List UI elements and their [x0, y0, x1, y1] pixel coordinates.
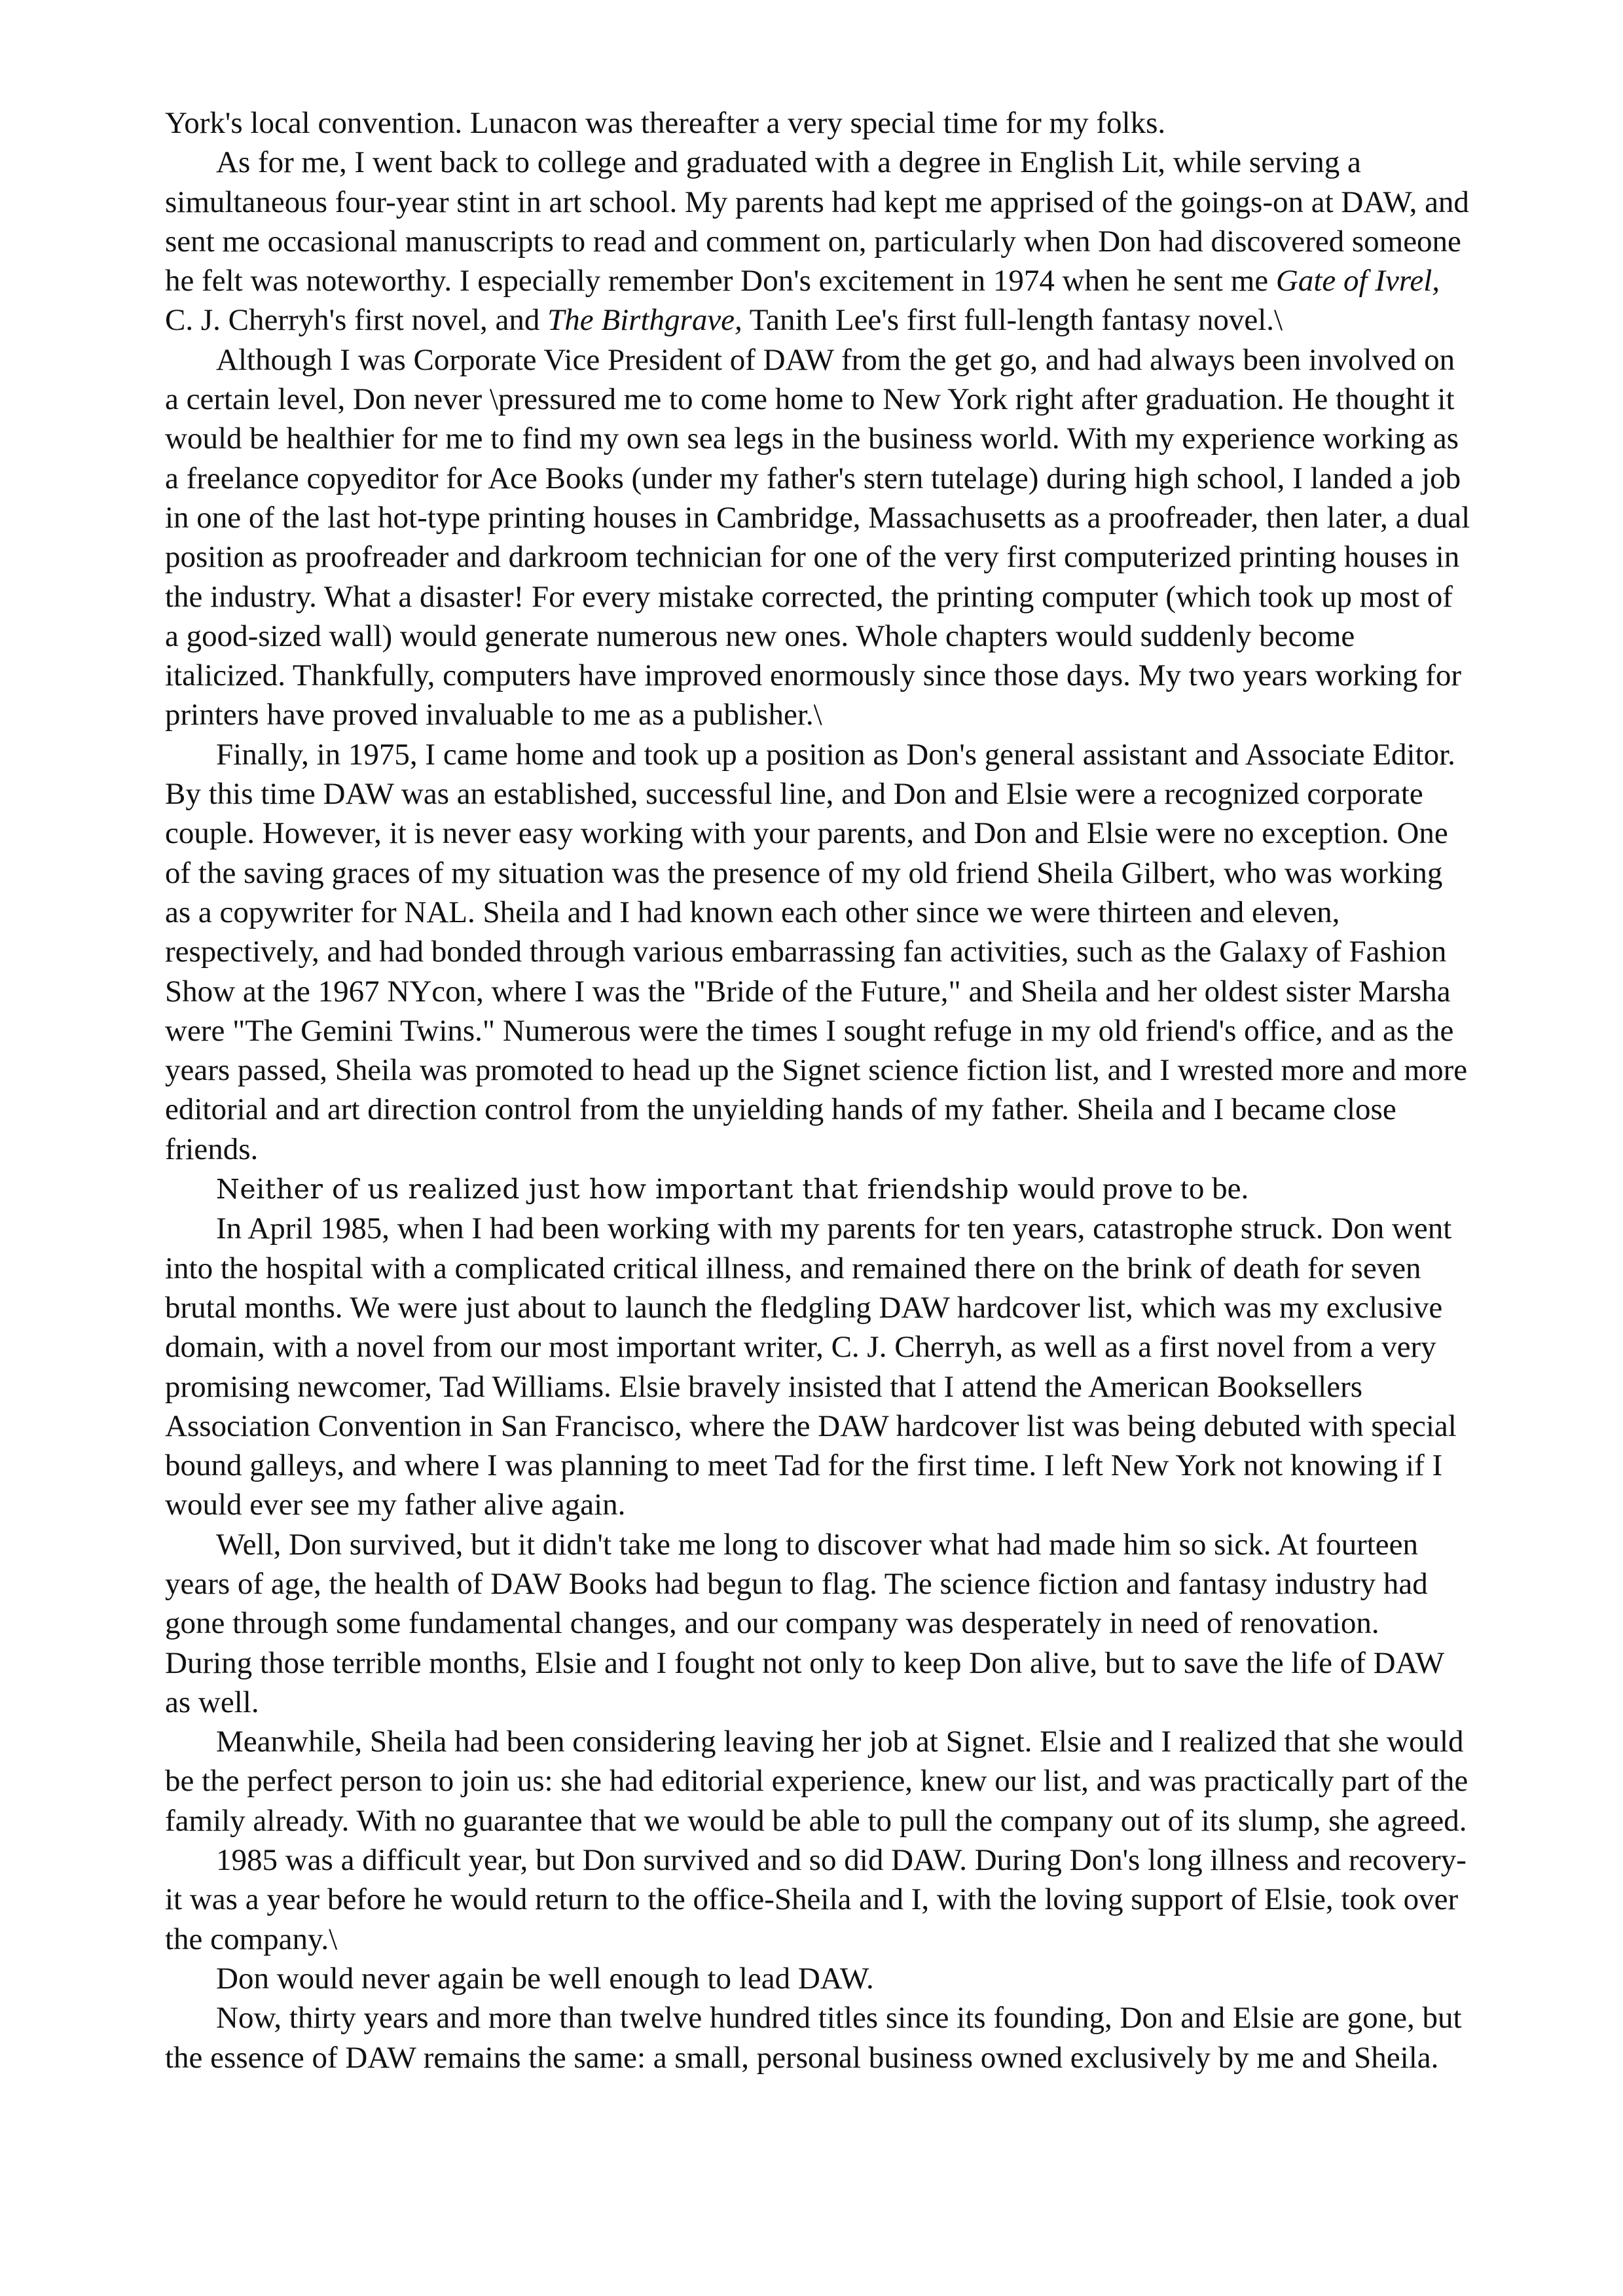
book-title-the-birthgrave: The Birthgrave,	[547, 303, 742, 338]
paragraph-associate-editor	[165, 735, 1471, 1169]
book-title-gate-of-ivrel: Gate of Ivrel,	[1275, 264, 1440, 298]
paragraph-college	[165, 143, 1471, 340]
text-segment: Although I was Corporate Vice President of DAW from the get go, and had always been involved on a certain level, Don never \pressured me to come home to New York right after graduation. He thought it would be healthier for me to find my own sea legs in the business world. With my experience working as a freelance copyeditor for Ace Books (under my father's stern tutelage) during high school, I landed a job in one of the last hot-type printing houses in Cambridge, Massachusetts as a proofreader, then later, a dual position as proofreader and darkroom technician for one of the very first computerized printing houses in the industry. What a disaster! For every mistake corrected, the printing computer (which took up most of a good-sized wall) would generate numerous new ones. Whole chapters would suddenly become italicized. Thankfully, computers have improved enormously since those days. My two years working for printers have proved invaluable to me as a publisher.\	[165, 342, 1470, 732]
text-segment: Finally, in 1975, I came home and took up a position as Don's general assistant and Associate Editor. By this time DAW was an established, successful line, and Don and Elsie were a recognized corporate couple. However, it is never easy working with your parents, and Don and Elsie were no exception. One of the saving graces of my situation was the presence of my old friend Sheila Gilbert, who was working as a copywriter for NAL. Sheila and I had known each other since we were thirteen and eleven, respectively, and had bonded through various embarrassing fan activities, such as the Galaxy of Fashion Show at the 1967 NYcon, where I was the "Bride of the Future," and Sheila and her oldest sister Marsha were "The Gemini Twins." Numerous were the times I sought refuge in my old friend's office, and as the years passed, Sheila was promoted to head up the Signet science fiction list, and I wrested more and more editorial and art direction control from the unyielding hands of my father. Sheila and I became close friends.	[165, 737, 1468, 1166]
paragraph-survival	[165, 1525, 1471, 1722]
text-segment: In April 1985, when I had been working with my parents for ten years, catastrophe struck. Don went into the hospital with a complicated critical illness, and remained there on the brink of death for seven brutal months. We were just about to launch the fledgling DAW hardcover list, which was my exclusive domain, with a novel from our most important writer, C. J. Cherryh, as well as a first novel from a very promising newcomer, Tad Williams. Elsie bravely insisted that I attend the American Booksellers Association Convention in San Francisco, where the DAW hardcover list was being debuted with special bound galleys, and where I was planning to meet Tad for the first time. I left New York not knowing if I would ever see my father alive again.	[165, 1211, 1457, 1522]
text-segment: Tanith Lee's first full-length fantasy novel.\	[742, 303, 1283, 338]
text-segment: would prove to be.	[1017, 1172, 1249, 1206]
text-segment: Neither of us realized just how important that friendship	[216, 1174, 1018, 1206]
text-segment: York's local convention. Lunacon was thereafter a very special time for my folks.	[165, 106, 1166, 140]
paragraph-sheila-joins	[165, 1722, 1471, 1840]
text-segment: 1985 was a difficult year, but Don survived and so did DAW. During Don's long illness and recovery-it was a year before he would return to the office-Sheila and I, with the loving support of Elsie, took over the company.\	[165, 1843, 1467, 1956]
text-segment: Now, thirty years and more than twelve hundred titles since its founding, Don and Elsie are gone, but the essence of DAW remains the same: a small, personal business owned exclusively by me and Sheila.	[165, 2001, 1462, 2075]
paragraph-catastrophe	[165, 1209, 1471, 1524]
text-segment: C. J. Cherryh's first novel, and	[165, 303, 548, 338]
text-segment: Don would never again be well enough to lead DAW.	[216, 1961, 874, 1996]
paragraph-thirty-years	[165, 1998, 1471, 2077]
text-segment: As for me, I went back to college and graduated with a degree in English Lit, while serving a simultaneous four-year stint in art school. My parents had kept me apprised of the goings-on at DAW, and sent me occasional manuscripts to read and comment on, particularly when Don had discovered someone he felt was noteworthy. I especially remember Don's excitement in 1974 when he sent me	[165, 145, 1469, 298]
text-segment: Meanwhile, Sheila had been considering leaving her job at Signet. Elsie and I realized that she would be the perfect person to join us: she had editorial experience, knew our list, and was practically part of the family already. With no guarantee that we would be able to pull the company out of its slump, she agreed.	[165, 1725, 1468, 1838]
paragraph-printing-houses	[165, 340, 1471, 735]
paragraph-friendship	[165, 1169, 1471, 1209]
text-segment: Well, Don survived, but it didn't take me long to discover what had made him so sick. At fourteen years of age, the health of DAW Books had begun to flag. The science fiction and fantasy industry had gone through some fundamental changes, and our company was desperately in need of renovation. During those terrible months, Elsie and I fought not only to keep Don alive, but to save the life of DAW as well.	[165, 1527, 1444, 1719]
paragraph-takeover	[165, 1840, 1471, 1959]
paragraph-never-again	[165, 1959, 1471, 1998]
document-page	[165, 103, 1471, 2077]
paragraph-continuation	[165, 103, 1471, 143]
